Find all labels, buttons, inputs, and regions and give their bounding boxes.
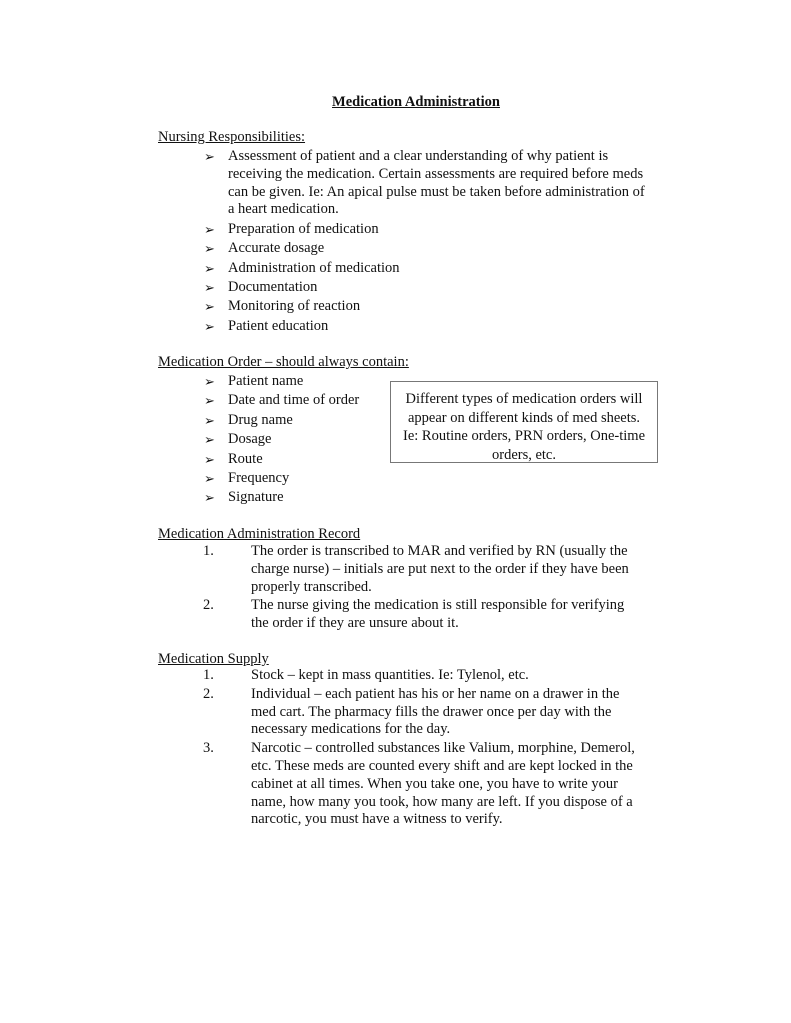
note-text: Different types of medication orders will appear on different kinds of med sheets. Ie: Routine orders, PRN orders, One-time orders, etc. (402, 391, 646, 463)
list-item: ➢ Dosage (204, 430, 384, 449)
arrow-bullet-icon: ➢ (204, 241, 215, 257)
arrow-bullet-icon: ➢ (204, 412, 215, 428)
list-item: ➢ Frequency (204, 469, 384, 488)
arrow-bullet-icon: ➢ (204, 432, 215, 448)
list-item: 2. Individual – each patient has his or her name on a drawer in the med cart. The pharmacy fills the drawer once per day with the necessary medications for the day. (203, 685, 620, 738)
list-item: ➢ Patient education (204, 317, 650, 336)
arrow-bullet-icon: ➢ (204, 222, 215, 238)
list-item: 1. The order is transcribed to MAR and verified by RN (usually the charge nurse) – initials are put next to the order if they have been properly transcribed. (203, 543, 629, 595)
record-list (203, 543, 643, 634)
list-item: ➢ Patient name (204, 372, 384, 391)
order-types-note-box (390, 381, 658, 463)
list-item: ➢ Assessment of patient and a clear understanding of why patient is receiving the medication. Certain assessments are required before meds can be given. Ie: An apical pulse must be taken before administration of a heart medication. (204, 148, 645, 218)
arrow-bullet-icon: ➢ (204, 451, 215, 467)
arrow-bullet-icon: ➢ (204, 299, 215, 315)
list-item: ➢ Accurate dosage (204, 239, 650, 258)
list-item: 3. Narcotic – controlled substances like Valium, morphine, Demerol, etc. These meds are counted every shift and are kept locked in the cabinet at all times. When you take one, you have to write your name, how many you took, how many are left. If you dispose of a narcotic, you must have a witness to verify. (203, 740, 635, 828)
list-item: 2. The nurse giving the medication is still responsible for verifying the order if they are unsure about it. (203, 597, 625, 632)
arrow-bullet-icon: ➢ (204, 393, 215, 409)
list-item: ➢ Date and time of order (204, 391, 384, 410)
order-list (204, 372, 384, 508)
section-heading-responsibilities: Nursing Responsibilities: (158, 129, 306, 145)
arrow-bullet-icon: ➢ (204, 490, 215, 506)
list-item: ➢ Drug name (204, 411, 384, 430)
item-number: 1. (203, 543, 214, 559)
arrow-bullet-icon: ➢ (204, 471, 215, 487)
document-title: Medication Administration (332, 94, 500, 110)
supply-list (203, 667, 643, 830)
list-item: ➢ Administration of medication (204, 259, 650, 278)
list-item: ➢ Route (204, 450, 384, 469)
item-number: 3. (203, 740, 214, 757)
section-heading-record: Medication Administration Record (158, 526, 361, 542)
responsibilities-list (204, 148, 650, 336)
item-number: 2. (203, 685, 214, 702)
list-item: ➢ Signature (204, 488, 384, 507)
arrow-bullet-icon: ➢ (204, 374, 215, 389)
arrow-bullet-icon: ➢ (204, 260, 215, 276)
list-item: 1. Stock – kept in mass quantities. Ie: Tylenol, etc. (203, 667, 529, 683)
list-item: ➢ Monitoring of reaction (204, 297, 650, 316)
section-heading-supply: Medication Supply (158, 651, 269, 667)
arrow-bullet-icon: ➢ (204, 280, 215, 296)
section-heading-order: Medication Order – should always contain: (158, 354, 409, 370)
item-number: 2. (203, 597, 214, 614)
list-item: ➢ Preparation of medication (204, 220, 650, 239)
list-item: ➢ Documentation (204, 278, 650, 297)
arrow-bullet-icon: ➢ (204, 149, 215, 164)
arrow-bullet-icon: ➢ (204, 318, 215, 334)
item-number: 1. (203, 667, 214, 683)
